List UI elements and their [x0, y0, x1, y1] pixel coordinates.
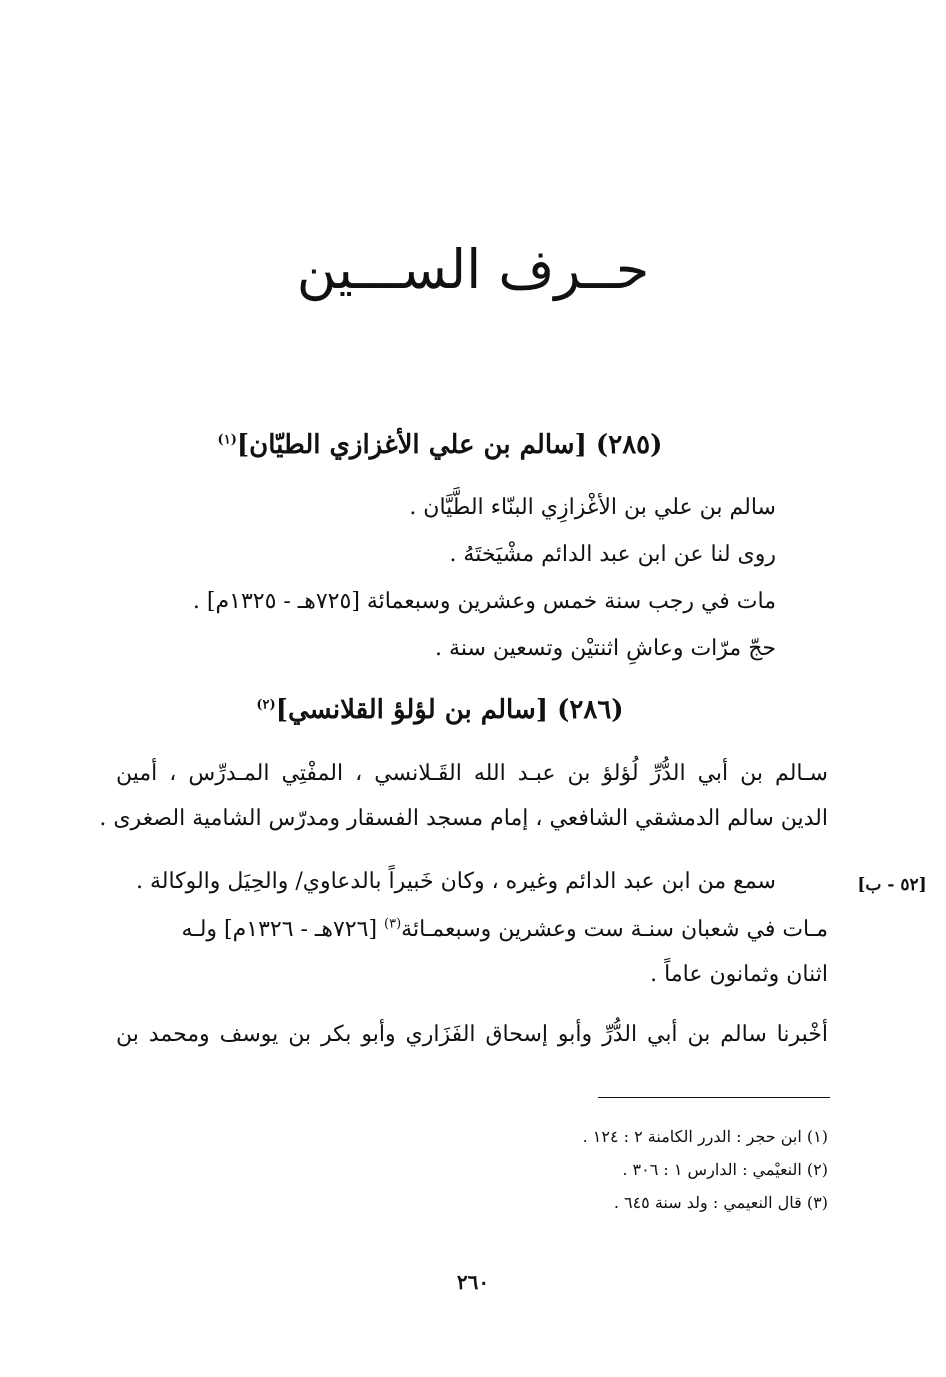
- footnote-3: (٣) قال النعيمي : ولد سنة ٦٤٥ .: [613, 1193, 828, 1212]
- entry-285-line-3: مات في رجب سنة خمس وعشرين وسبعمائة [٧٢٥هـ - ١٣٢٥م] .: [192, 589, 776, 614]
- entry-286-para3-line1: أخْبرنا سالم بن أبي الدُّرِّ وأبو إسحاق الفَزَاري وأبو بكر بن يوسف ومحمد بن: [116, 1022, 828, 1047]
- entry-285-line-2: روى لنا عن ابن عبد الدائم مشْيَختَهُ .: [449, 542, 776, 567]
- entry-286-para2-line2-b: [٧٢٦هـ - ١٣٢٦م] ولـه: [181, 917, 385, 942]
- entry-286-para1-line2: الدين سالم الدمشقي الشافعي ، إمام مسجد الفسقار ومدرّس الشامية الصغرى .: [99, 806, 828, 831]
- footnote-separator: [598, 1097, 830, 1098]
- entry-285-heading-text: (٢٨٥) [سالم بن علي الأغزازي الطيّان]: [236, 430, 663, 460]
- entry-285-line-4: حجّ مرّات وعاشِ اثنتيْن وتسعين سنة .: [435, 636, 776, 661]
- entry-286-heading: [100, 690, 780, 730]
- footnote-2: (٢) النعيْمي : الدارس ١ : ٣٠٦ .: [622, 1160, 828, 1179]
- page-number: ٢٦٠: [456, 1270, 490, 1294]
- entry-286-heading-text: (٢٨٦) [سالم بن لؤلؤ القلانسي]: [275, 695, 624, 725]
- entry-285-heading: [100, 425, 780, 465]
- entry-286-para2-line1: سمع من ابن عبد الدائم وغيره ، وكان خَبيراً بالدعاوي/ والحِيَل والوكالة .: [135, 869, 776, 894]
- entry-285-line-1: سالم بن علي بن الأغْزازِي البنّاء الطَّيَّان .: [409, 495, 776, 520]
- chapter-title: حــرف الســـين: [296, 238, 650, 301]
- folio-margin-note: [٥٢ - ب]: [857, 875, 927, 895]
- footnote-1: (١) ابن حجر : الدرر الكامنة ٢ : ١٢٤ .: [582, 1127, 828, 1146]
- entry-286-para1-line1: سـالم بن أبي الدُّرِّ لُؤلؤ بن عبـد الله القَـلانسي ، المفْتِي المـدرِّس ، أمين: [116, 761, 828, 786]
- entry-286-para2-line2: [116, 910, 828, 950]
- footnote-ref-2: (٢): [256, 697, 276, 713]
- entry-286-para2-line2-a: مـات في شعبان سنـة ست وعشرين وسبعمـائة: [401, 917, 828, 942]
- footnote-ref-3: (٣): [384, 916, 402, 932]
- entry-286-para2-line3: اثنان وثمانون عاماً .: [650, 962, 828, 987]
- footnote-ref-1: (١): [217, 432, 237, 448]
